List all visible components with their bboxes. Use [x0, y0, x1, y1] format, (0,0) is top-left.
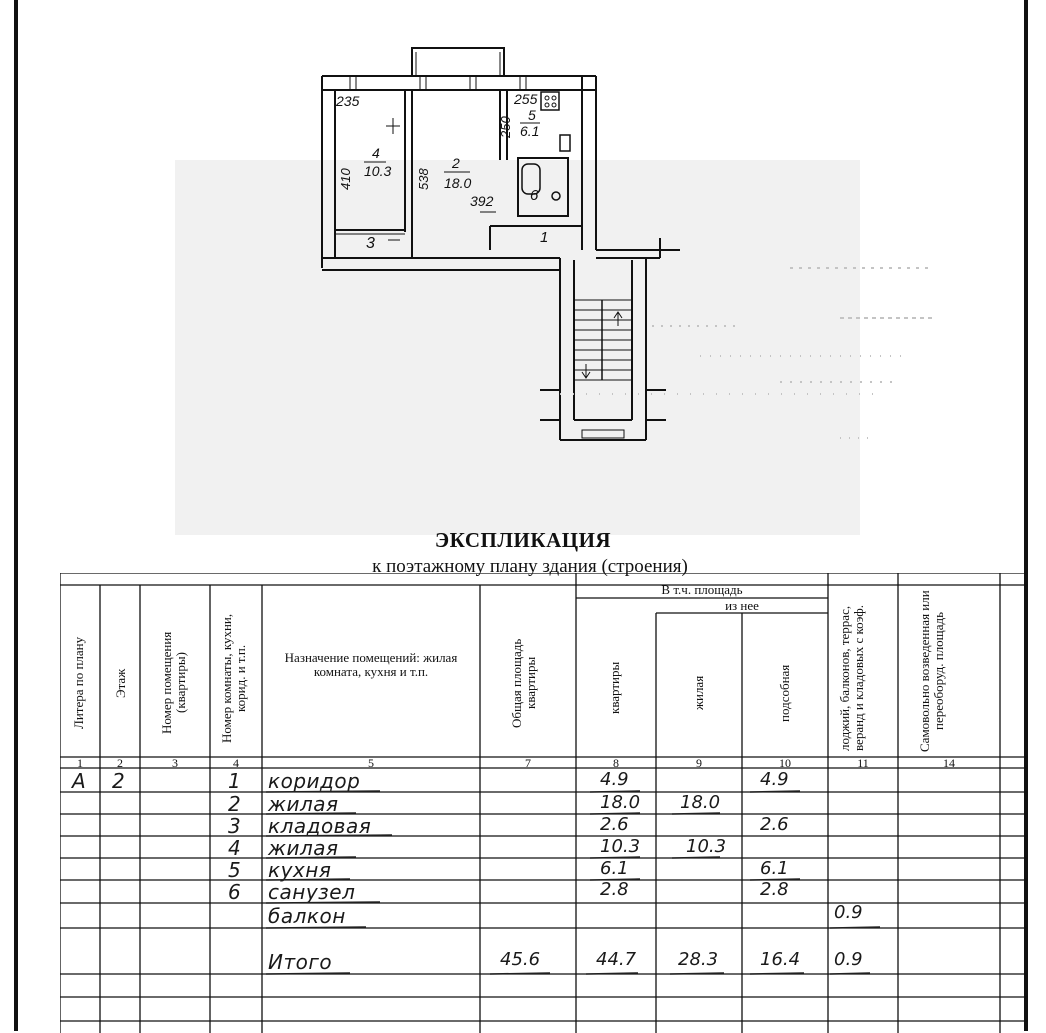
row1-apartment-area: 4.9 [600, 769, 629, 790]
room-4-area: 10.3 [364, 163, 392, 179]
row2-living-area: 18.0 [680, 792, 721, 813]
header-purpose: Назначение помещений: жилая комната, кухня и т.п. [284, 650, 458, 679]
colnum-5: 5 [368, 756, 374, 770]
room-6-number: 6 [530, 187, 539, 204]
room-4-number: 4 [372, 145, 380, 161]
row2-number: 2 [228, 792, 242, 816]
room-2-area: 18.0 [444, 175, 472, 191]
colnum-9: 9 [696, 756, 702, 770]
room-2-number: 2 [452, 155, 460, 171]
row1-floor: 2 [112, 769, 126, 793]
row1-auxiliary-area: 4.9 [760, 769, 789, 790]
row4-name: жилая [268, 836, 339, 860]
room-3-number: 3 [366, 235, 375, 252]
row7-name: балкон [268, 904, 346, 928]
room-5-number: 5 [528, 107, 536, 123]
header-apartment: квартиры [607, 661, 622, 715]
colnum-10: 10 [779, 756, 791, 770]
row1-name: коридор [268, 769, 361, 793]
room-1-number: 1 [540, 229, 549, 246]
room-5-area: 6.1 [520, 123, 540, 139]
dim-label-kitchen-side: 250 [498, 116, 513, 138]
document-title: ЭКСПЛИКАЦИЯ [434, 528, 612, 552]
row6-auxiliary-area: 2.8 [760, 879, 789, 900]
row5-apartment-area: 6.1 [600, 858, 629, 879]
row4-living-area: 10.3 [686, 836, 727, 857]
header-floor: Этаж [113, 668, 128, 698]
dim-label-room2-width: 392 [470, 193, 494, 209]
header-unauthorized: Самовольно возведенная или переоборуд. площадь [917, 590, 946, 752]
colnum-7: 7 [525, 756, 531, 770]
header-of-it: из нее [725, 598, 759, 613]
colnum-11: 11 [857, 756, 869, 770]
colnum-8: 8 [613, 756, 619, 770]
colnum-2: 2 [117, 756, 123, 770]
row2-apartment-area: 18.0 [600, 792, 641, 813]
row1-liter: А [72, 769, 87, 793]
header-auxiliary: подсобная [777, 664, 792, 722]
row6-name: санузел [268, 880, 356, 904]
row3-auxiliary-area: 2.6 [760, 814, 789, 835]
row5-name: кухня [268, 858, 332, 882]
header-loggia: лоджий, балконов, террас, веранд и кладовых с коэф. [837, 605, 866, 751]
header-including-area: В т.ч. площадь [661, 582, 743, 597]
totals-total-area: 45.6 [500, 949, 541, 970]
row1-number: 1 [228, 769, 242, 793]
totals-living-area: 28.3 [678, 949, 719, 970]
row4-number: 4 [228, 836, 242, 860]
row6-apartment-area: 2.8 [600, 879, 629, 900]
header-living: жилая [691, 675, 706, 711]
colnum-1: 1 [77, 756, 83, 770]
faint-scan-marks [560, 268, 935, 438]
row4-apartment-area: 10.3 [600, 836, 641, 857]
row5-number: 5 [228, 858, 242, 882]
row2-name: жилая [268, 792, 339, 816]
totals-loggia-area: 0.9 [834, 949, 863, 970]
dim-label-top-left: 235 [336, 93, 360, 109]
colnum-3: 3 [172, 756, 178, 770]
row3-number: 3 [228, 814, 242, 838]
totals-auxiliary-area: 16.4 [760, 949, 801, 970]
document-subtitle: к поэтажному плану здания (строения) [372, 556, 688, 577]
dim-label-room4-side: 410 [338, 168, 353, 190]
row3-name: кладовая [268, 814, 372, 838]
dim-label-room2-side: 538 [416, 168, 431, 190]
header-total-area: Общая площадь квартиры [509, 638, 538, 728]
row5-auxiliary-area: 6.1 [760, 858, 789, 879]
header-room-number: Номер комнаты, кухни, корид. и т.п. [219, 613, 248, 743]
header-liter: Литера по плану [71, 636, 86, 730]
row6-number: 6 [228, 880, 242, 904]
totals-apartment-area: 44.7 [596, 949, 637, 970]
dim-label-top-kitchen: 255 [514, 91, 538, 107]
row7-loggia-area: 0.9 [834, 902, 863, 923]
totals-label: Итого [268, 950, 333, 974]
colnum-4: 4 [233, 756, 239, 770]
colnum-14: 14 [943, 756, 955, 770]
header-apartment-number: Номер помещения (квартиры) [159, 631, 188, 735]
row3-apartment-area: 2.6 [600, 814, 629, 835]
